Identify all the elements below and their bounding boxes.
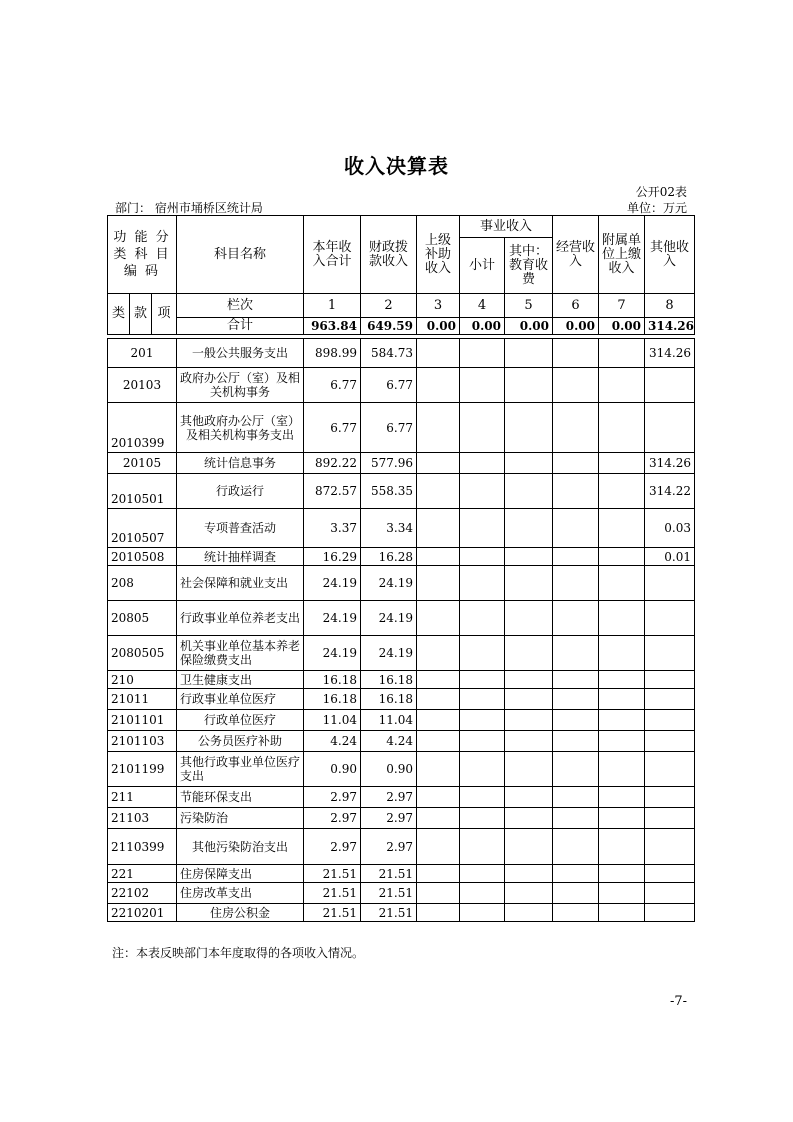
row-col4 [460,671,505,689]
table-row [108,474,695,509]
row-col8 [645,904,695,922]
row-col3 [417,453,460,474]
table-row [108,601,695,636]
row-col6 [553,368,599,403]
row-col2: 558.35 [361,474,417,509]
table-row [108,883,695,904]
row-col1: 0.90 [304,752,361,787]
row-col1: 16.18 [304,671,361,689]
header-num-4: 4 [460,294,505,318]
row-col6 [553,509,599,548]
row-code: 2010507 [108,509,177,548]
row-col8 [645,710,695,731]
row-col6 [553,883,599,904]
row-col2: 24.19 [361,601,417,636]
row-col1: 4.24 [304,731,361,752]
row-col7 [599,787,645,808]
row-col8 [645,883,695,904]
row-col8 [645,752,695,787]
row-col8 [645,865,695,883]
row-col8: 314.26 [645,453,695,474]
row-col3 [417,904,460,922]
total-c7: 0.00 [599,318,645,335]
header-num-1: 1 [304,294,361,318]
table-row [108,453,695,474]
table-row [108,904,695,922]
total-c3: 0.00 [417,318,460,335]
row-col5 [505,548,553,566]
row-col7 [599,453,645,474]
header-col2: 财政拨款收入 [361,216,417,294]
table-row [108,808,695,829]
row-col8 [645,731,695,752]
row-col6 [553,474,599,509]
row-col6 [553,403,599,453]
row-name: 一般公共服务支出 [177,339,304,368]
table-row [108,865,695,883]
header-col1: 本年收入合计 [304,216,361,294]
row-col4 [460,548,505,566]
row-col1: 24.19 [304,566,361,601]
total-c2: 649.59 [361,318,417,335]
row-col5 [505,566,553,601]
row-col8 [645,829,695,865]
row-col1: 898.99 [304,339,361,368]
row-col3 [417,865,460,883]
header-num-8: 8 [645,294,695,318]
row-col1: 872.57 [304,474,361,509]
row-col6 [553,731,599,752]
row-col1: 16.18 [304,689,361,710]
row-col7 [599,731,645,752]
header-career-income: 事业收入 [460,216,553,238]
row-col5 [505,883,553,904]
row-name: 机关事业单位基本养老保险缴费支出 [177,636,304,671]
row-name: 节能环保支出 [177,787,304,808]
row-col1: 24.19 [304,601,361,636]
row-col4 [460,710,505,731]
row-col6 [553,829,599,865]
row-name: 行政事业单位养老支出 [177,601,304,636]
row-col2: 11.04 [361,710,417,731]
row-col4 [460,787,505,808]
header-num-3: 3 [417,294,460,318]
row-col3 [417,509,460,548]
row-col8 [645,601,695,636]
row-col4 [460,453,505,474]
form-code: 公开02表 [635,185,687,199]
row-col1: 21.51 [304,865,361,883]
row-col5 [505,731,553,752]
header-xiang: 项 [152,294,177,335]
row-col6 [553,904,599,922]
header-lanci: 栏次 [177,294,304,318]
row-code: 2010501 [108,474,177,509]
row-col8 [645,671,695,689]
row-col4 [460,808,505,829]
row-code: 22102 [108,883,177,904]
row-col5 [505,689,553,710]
row-col6 [553,752,599,787]
row-col1: 6.77 [304,368,361,403]
table-row [108,752,695,787]
footnote: 注：本表反映部门本年度取得的各项收入情况。 [112,946,365,960]
table-row [108,689,695,710]
row-col6 [553,865,599,883]
table-row [108,339,695,368]
row-code: 210 [108,671,177,689]
row-col2: 3.34 [361,509,417,548]
row-col4 [460,752,505,787]
row-col2: 584.73 [361,339,417,368]
row-col2: 2.97 [361,808,417,829]
row-col2: 24.19 [361,636,417,671]
row-code: 2101199 [108,752,177,787]
row-col4 [460,689,505,710]
row-col6 [553,636,599,671]
row-col7 [599,883,645,904]
header-num-2: 2 [361,294,417,318]
row-col8: 314.22 [645,474,695,509]
row-code: 211 [108,787,177,808]
table-row [108,787,695,808]
row-col7 [599,710,645,731]
row-col3 [417,829,460,865]
row-col8 [645,787,695,808]
row-col6 [553,566,599,601]
row-name: 社会保障和就业支出 [177,566,304,601]
row-name: 污染防治 [177,808,304,829]
row-col3 [417,787,460,808]
row-col5 [505,904,553,922]
row-col2: 6.77 [361,403,417,453]
table-row [108,403,695,453]
row-col7 [599,601,645,636]
row-col6 [553,787,599,808]
header-col3: 上级补助收入 [417,216,460,294]
page-number: -7- [669,994,687,1009]
row-col6 [553,453,599,474]
row-code: 21011 [108,689,177,710]
total-c6: 0.00 [553,318,599,335]
row-code: 2080505 [108,636,177,671]
row-name: 统计信息事务 [177,453,304,474]
row-col2: 2.97 [361,787,417,808]
row-col3 [417,671,460,689]
row-col8: 0.03 [645,509,695,548]
row-col5 [505,671,553,689]
table-row [108,566,695,601]
row-col2: 577.96 [361,453,417,474]
row-col4 [460,339,505,368]
row-col4 [460,509,505,548]
row-name: 其他污染防治支出 [177,829,304,865]
row-col6 [553,601,599,636]
row-col1: 892.22 [304,453,361,474]
row-name: 统计抽样调查 [177,548,304,566]
row-col5 [505,368,553,403]
row-col7 [599,752,645,787]
row-col2: 16.28 [361,548,417,566]
header-func-code: 功 能 分 类 科 目 编 码 [108,216,177,294]
income-table [107,215,695,922]
total-c4: 0.00 [460,318,505,335]
total-c5: 0.00 [505,318,553,335]
row-code: 20105 [108,453,177,474]
row-col3 [417,403,460,453]
row-name: 行政单位医疗 [177,710,304,731]
row-col3 [417,752,460,787]
row-col7 [599,808,645,829]
table-row [108,548,695,566]
row-col2: 21.51 [361,865,417,883]
row-col5 [505,808,553,829]
row-name: 政府办公厅（室）及相关机构事务 [177,368,304,403]
row-code: 2110399 [108,829,177,865]
row-col1: 21.51 [304,904,361,922]
row-name: 其他政府办公厅（室）及相关机构事务支出 [177,403,304,453]
row-col2: 21.51 [361,904,417,922]
row-code: 21103 [108,808,177,829]
row-col3 [417,548,460,566]
row-col3 [417,731,460,752]
row-col7 [599,865,645,883]
row-col7 [599,368,645,403]
row-col4 [460,474,505,509]
row-col5 [505,636,553,671]
table-row [108,731,695,752]
row-col6 [553,689,599,710]
row-col2: 4.24 [361,731,417,752]
row-col1: 6.77 [304,403,361,453]
row-col8 [645,403,695,453]
row-col6 [553,548,599,566]
row-col7 [599,509,645,548]
row-col8 [645,368,695,403]
header-col8: 其他收入 [645,216,695,294]
header-num-5: 5 [505,294,553,318]
header-col7: 附属单位上缴收入 [599,216,645,294]
header-col4: 小计 [460,238,505,294]
row-col5 [505,752,553,787]
row-col5 [505,509,553,548]
row-col5 [505,787,553,808]
row-col3 [417,883,460,904]
department-name: 宿州市埇桥区统计局 [154,201,263,215]
header-num-7: 7 [599,294,645,318]
row-col7 [599,566,645,601]
row-col3 [417,368,460,403]
row-col4 [460,403,505,453]
total-label: 合计 [177,318,304,335]
row-code: 2101103 [108,731,177,752]
department-label: 部门： [115,201,152,215]
row-name: 住房公积金 [177,904,304,922]
row-col5 [505,865,553,883]
row-col2: 2.97 [361,829,417,865]
table-row [108,509,695,548]
header-lei: 类 [108,294,130,335]
row-name: 住房改革支出 [177,883,304,904]
total-c8: 314.26 [645,318,695,335]
row-col7 [599,474,645,509]
row-code: 2210201 [108,904,177,922]
row-col7 [599,548,645,566]
row-col1: 11.04 [304,710,361,731]
row-code: 2010399 [108,403,177,453]
row-name: 其他行政事业单位医疗支出 [177,752,304,787]
row-col3 [417,601,460,636]
header-col5: 其中：教育收费 [505,238,553,294]
row-col5 [505,601,553,636]
row-code: 2010508 [108,548,177,566]
row-col4 [460,601,505,636]
row-col5 [505,453,553,474]
page-title: 收入决算表 [344,154,449,178]
unit-label: 单位：万元 [626,201,687,215]
table-row [108,710,695,731]
row-name: 行政运行 [177,474,304,509]
row-col2: 0.90 [361,752,417,787]
header-num-6: 6 [553,294,599,318]
row-col3 [417,566,460,601]
row-col5 [505,474,553,509]
row-col5 [505,339,553,368]
row-col3 [417,339,460,368]
row-col8 [645,566,695,601]
row-col7 [599,904,645,922]
row-col2: 16.18 [361,671,417,689]
row-col1: 2.97 [304,808,361,829]
row-col8: 314.26 [645,339,695,368]
row-col2: 24.19 [361,566,417,601]
header-kuan: 款 [130,294,152,335]
total-c1: 963.84 [304,318,361,335]
row-col4 [460,904,505,922]
row-name: 卫生健康支出 [177,671,304,689]
row-col4 [460,731,505,752]
row-name: 专项普查活动 [177,509,304,548]
row-code: 201 [108,339,177,368]
row-col2: 16.18 [361,689,417,710]
row-code: 208 [108,566,177,601]
row-col7 [599,403,645,453]
row-name: 公务员医疗补助 [177,731,304,752]
row-col8 [645,808,695,829]
row-col8 [645,636,695,671]
row-col7 [599,671,645,689]
row-col6 [553,339,599,368]
row-col3 [417,808,460,829]
row-col2: 6.77 [361,368,417,403]
row-col5 [505,829,553,865]
row-col7 [599,829,645,865]
table-row [108,829,695,865]
row-col4 [460,883,505,904]
row-code: 221 [108,865,177,883]
row-code: 20103 [108,368,177,403]
table-row [108,671,695,689]
row-col7 [599,636,645,671]
row-code: 20805 [108,601,177,636]
row-col6 [553,671,599,689]
row-col5 [505,710,553,731]
table-row [108,368,695,403]
row-col7 [599,339,645,368]
department-line [115,199,263,216]
row-col1: 24.19 [304,636,361,671]
header-subject-name: 科目名称 [177,216,304,294]
row-col3 [417,710,460,731]
row-col6 [553,710,599,731]
row-name: 住房保障支出 [177,865,304,883]
row-col6 [553,808,599,829]
row-col1: 2.97 [304,829,361,865]
row-col7 [599,689,645,710]
table-row [108,636,695,671]
row-col1: 2.97 [304,787,361,808]
row-col4 [460,829,505,865]
row-col1: 16.29 [304,548,361,566]
total-row [108,318,695,335]
row-col8 [645,689,695,710]
row-col3 [417,474,460,509]
row-col3 [417,689,460,710]
row-col3 [417,636,460,671]
row-col4 [460,566,505,601]
row-code: 2101101 [108,710,177,731]
row-col4 [460,368,505,403]
row-col1: 21.51 [304,883,361,904]
row-col5 [505,403,553,453]
header-col6: 经营收入 [553,216,599,294]
row-col1: 3.37 [304,509,361,548]
row-col4 [460,865,505,883]
row-col4 [460,636,505,671]
row-col8: 0.01 [645,548,695,566]
row-col2: 21.51 [361,883,417,904]
row-name: 行政事业单位医疗 [177,689,304,710]
